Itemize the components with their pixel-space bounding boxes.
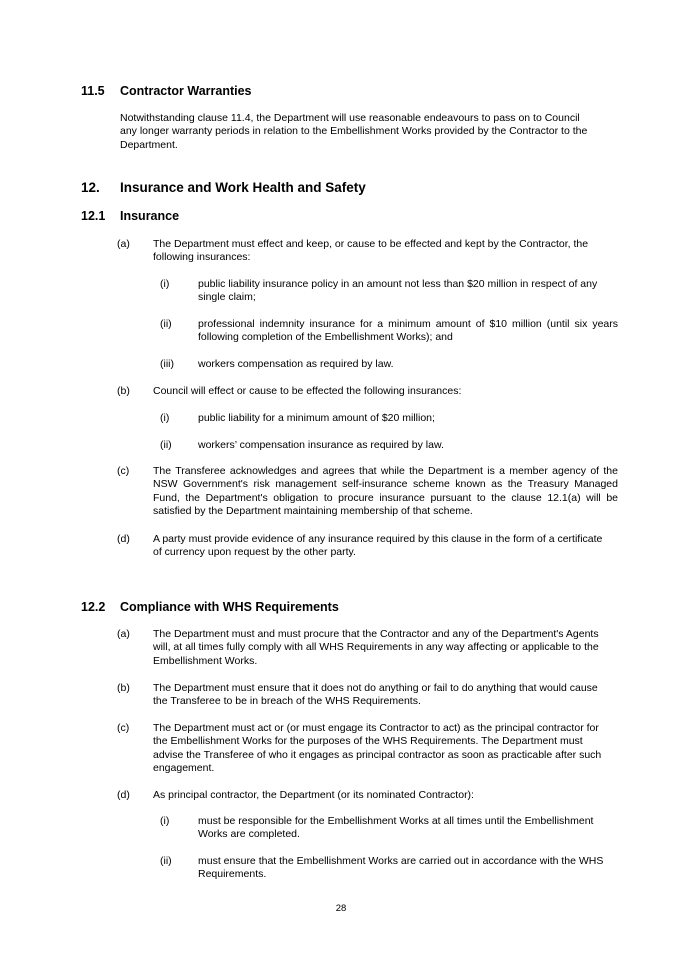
clause-12-1-d-label: (d)	[117, 533, 130, 545]
clause-12-1-a-iii-text: workers compensation as required by law.	[198, 358, 394, 370]
clause-12-1-a-label: (a)	[117, 238, 130, 250]
clause-12-2-c-text: The Department must act or (or must engage its Contractor to act) as the principal contractor for the Embellishment Works for the purposes of the WHS Requirements. The Department must advise the Transferee of who it engages as principal contractor as soon as practicable after such engagement.	[153, 722, 602, 775]
clause-11-5-heading: Contractor Warranties	[120, 84, 252, 98]
clause-12-1-heading: Insurance	[120, 209, 180, 223]
clause-12-1-b-ii-text: workers’ compensation insurance as required by law.	[198, 439, 444, 451]
clause-12-1-a-iii-label: (iii)	[160, 358, 174, 370]
clause-12-2-a-label: (a)	[117, 628, 130, 640]
clause-12-2-number: 12.2	[81, 600, 106, 614]
clause-12-2-d-text: As principal contractor, the Department (or its nominated Contractor):	[153, 789, 474, 801]
clause-11-5-number: 11.5	[81, 84, 105, 98]
clause-12-2-d-ii-text: must ensure that the Embellishment Works are carried out in accordance with the WHS Requirements.	[198, 855, 604, 881]
clause-12-1-a-i-label: (i)	[160, 278, 170, 290]
clause-12-1-number: 12.1	[81, 209, 106, 223]
clause-12-2-b-label: (b)	[117, 682, 130, 694]
clause-11-5-text: Notwithstanding clause 11.4, the Department will use reasonable endeavours to pass on to Council any longer warranty periods in relation to the Embellishment Works provided by the Contractor to the Department.	[120, 112, 588, 151]
clause-12-2-a-text: The Department must and must procure that the Contractor and any of the Department's Agents will, at all times fully comply with all WHS Requirements in any way affecting or applicable to the Embellishment Works.	[153, 628, 599, 667]
clause-12-2-d-label: (d)	[117, 789, 130, 801]
clause-12-1-a-ii-label: (ii)	[160, 318, 172, 330]
clause-12-1-b-label: (b)	[117, 385, 130, 397]
clause-12-2-b-text: The Department must ensure that it does not do anything or fail to do anything that would cause the Transferee to be in breach of the WHS Requirements.	[153, 682, 598, 708]
clause-12-2-d-i-text: must be responsible for the Embellishment Works at all times until the Embellishment Works are completed.	[198, 815, 594, 841]
clause-12-1-b-i-text: public liability for a minimum amount of $20 million;	[198, 412, 435, 424]
section-12-heading: Insurance and Work Health and Safety	[120, 180, 366, 195]
clause-12-2-c-label: (c)	[117, 722, 130, 734]
section-12-number: 12.	[81, 180, 100, 195]
clause-12-2-d-ii-label: (ii)	[160, 855, 172, 867]
clause-12-2-heading: Compliance with WHS Requirements	[120, 600, 339, 614]
clause-12-1-c-text: The Transferee acknowledges and agrees that while the Department is a member agency of the NSW Government's risk management self-insurance scheme known as the Treasury Managed Fund, the Department's obligation to procure insurance pursuant to the clause 12.1(a) will be satisfied by the Department maintaining membership of that scheme.	[153, 465, 618, 518]
clause-12-1-a-i-text: public liability insurance policy in an amount not less than $20 million in respect of any single claim;	[198, 278, 598, 304]
clause-12-2-d-i-label: (i)	[160, 815, 170, 827]
clause-12-1-b-text: Council will effect or cause to be effected the following insurances:	[153, 385, 462, 397]
clause-12-1-c-label: (c)	[117, 465, 130, 477]
clause-12-1-d-text: A party must provide evidence of any insurance required by this clause in the form of a certificate of currency upon request by the other party.	[153, 533, 603, 559]
clause-12-1-b-i-label: (i)	[160, 412, 170, 424]
clause-12-1-a-ii-text: professional indemnity insurance for a minimum amount of $10 million (until six years following completion of the Embellishment Works); and	[198, 318, 618, 344]
clause-12-1-b-ii-label: (ii)	[160, 439, 172, 451]
page-number: 28	[335, 903, 347, 914]
clause-12-1-a-text: The Department must effect and keep, or cause to be effected and kept by the Contractor, the following insurances:	[153, 238, 589, 264]
